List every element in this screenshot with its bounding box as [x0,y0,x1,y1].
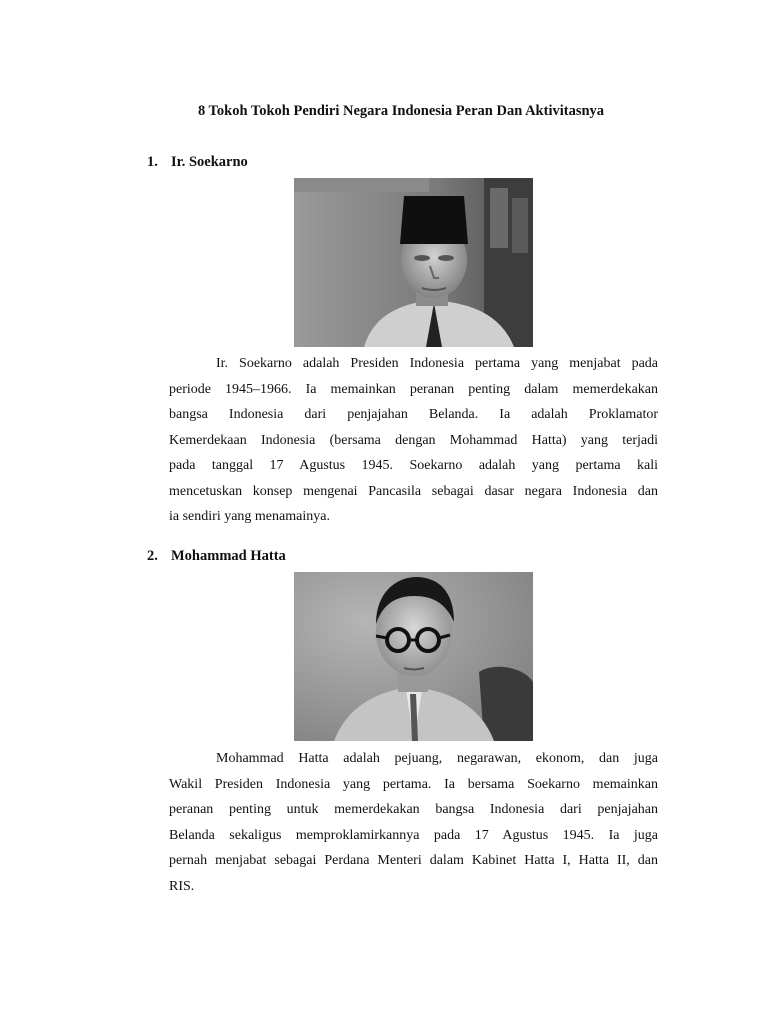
section-heading-soekarno [147,154,248,171]
section-title: Ir. Soekarno [171,154,248,170]
paragraph-line: Kemerdekaan Indonesia (bersama dengan Mohammad Hatta) yang terjadi [169,432,658,448]
section-number: 2. [147,548,158,564]
paragraph-line: Wakil Presiden Indonesia yang pertama. Ia bersama Soekarno memainkan [169,776,658,792]
paragraph-line: RIS. [169,878,195,894]
paragraph-line: pada tanggal 17 Agustus 1945. Soekarno adalah yang pertama kali [169,458,658,473]
section-paragraph-soekarno [169,351,658,530]
section-title: Mohammad Hatta [171,548,286,564]
paragraph-line: Ir. Soekarno adalah Presiden Indonesia pertama yang menjabat pada [216,356,658,371]
paragraph-line: Mohammad Hatta adalah pejuang, negarawan, ekonom, dan juga [216,751,658,766]
section-paragraph-hatta [169,746,658,899]
section-heading-hatta [147,548,286,565]
paragraph-line: pernah menjabat sebagai Perdana Menteri dalam Kabinet Hatta I, Hatta II, dan [169,853,658,868]
paragraph-line: peranan penting untuk memerdekakan bangsa Indonesia dari penjajahan [169,802,658,817]
paragraph-line: ia sendiri yang menamainya. [169,509,330,524]
paragraph-line: periode 1945–1966. Ia memainkan peranan penting dalam memerdekakan [169,381,658,397]
paragraph-line: bangsa Indonesia dari penjajahan Belanda. Ia adalah Proklamator [169,407,658,422]
page-title: 8 Tokoh Tokoh Pendiri Negara Indonesia Peran Dan Aktivitasnya [197,103,605,119]
photo-soekarno [294,178,533,347]
paragraph-line: mencetuskan konsep mengenai Pancasila sebagai dasar negara Indonesia dan [169,483,658,499]
paragraph-line: Belanda sekaligus memproklamirkannya pada 17 Agustus 1945. Ia juga [169,827,658,843]
section-number: 1. [147,154,158,170]
photo-hatta [294,572,533,741]
